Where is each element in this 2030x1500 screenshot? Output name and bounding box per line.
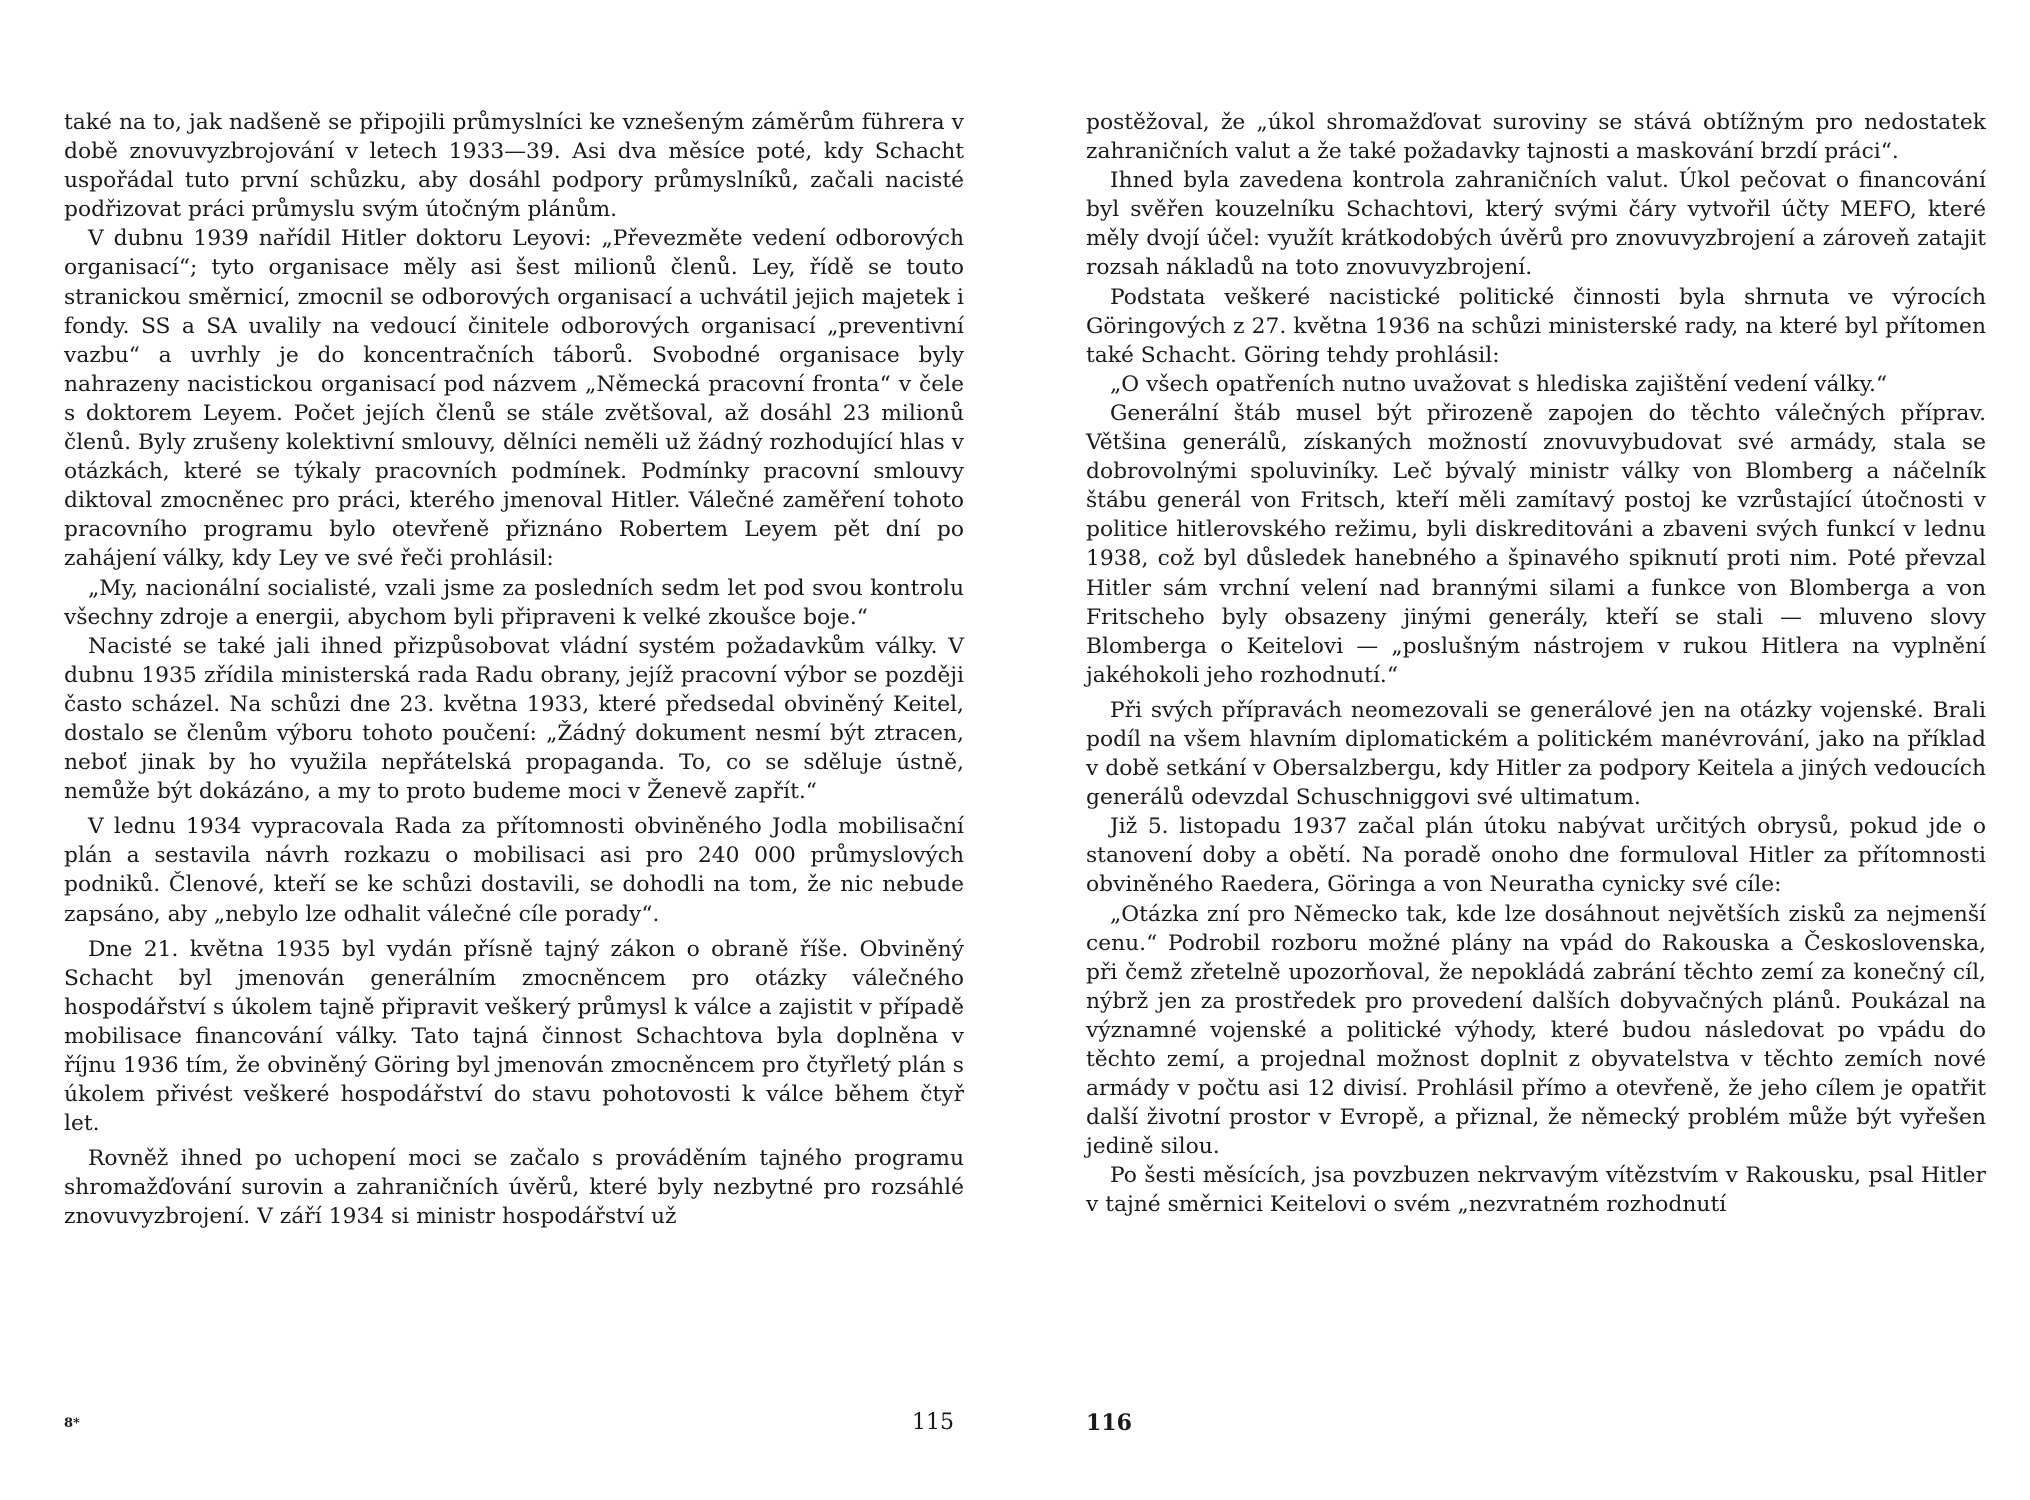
paragraph: Rovněž ihned po uchopení moci se začalo s prováděním tajného programu shromažďování surovin a zahraničních úvěrů, které byly nezbytné pro rozsáhlé znovuvyzbrojení. V září 1934 si ministr hospodářství už: [64, 1146, 964, 1230]
paragraph: Generální štáb musel být přirozeně zapojen do těchto válečných příprav. Většina generálů, získaných možností znovuvybudovat své armády, stala se dobrovolnými spoluviníky. Leč bývalý ministr války von Blomberg a náčelník štábu generál von Fritsch, kteří měli zamítavý postoj ke vzrůstající útočnosti v politice hitlerovského režimu, byli diskreditováni a zbaveni svých funkcí v lednu 1938, což byl důsledek hanebného a špinavého spiknutí proti nim. Poté převzal Hitler sám vrchní velení nad brannými silami a funkce von Blomberga a von Fritscheho byly obsazeny jinými generály, kteří se stali — mluveno slovy Blomberga o Keitelovi — „poslušným nástrojem v rukou Hitlera na vyplnění jakéhokoli jeho rozhodnutí.“: [1086, 400, 1986, 688]
paragraph: také na to, jak nadšeně se připojili průmyslníci ke vznešeným záměrům führera v době znovuvyzbrojování v letech 1933—39. Asi dva měsíce poté, kdy Schacht uspořádal tuto první schůzku, aby dosáhl podpory průmyslníků, začali nacisté podřizovat práci průmyslu svým útočným plánům.: [64, 110, 964, 223]
page-number: 115: [912, 1410, 954, 1435]
paragraph: postěžoval, že „úkol shromažďovat suroviny se stává obtížným pro nedostatek zahraničních valut a že také požadavky tajnosti a maskování brzdí práci“.: [1086, 110, 1986, 165]
paragraph: Dne 21. května 1935 byl vydán přísně tajný zákon o obraně říše. Obviněný Schacht byl jmenován generálním zmocněncem pro otázky válečného hospodářství s úkolem tajně připravit veškerý průmysl k válce a zajistit v případě mobilisace financování války. Tato tajná činnost Schachtova byla doplněna v říjnu 1936 tím, že obviněný Göring byl jmenován zmocněncem pro čtyřletý plán s úkolem přivést veškeré hospodářství do stavu pohotovosti k válce během čtyř let.: [64, 936, 964, 1137]
paragraph: Při svých přípravách neomezovali se generálové jen na otázky vojenské. Brali podíl na všem hlavním diplomatickém a politickém manévrování, jako na příklad v době setkání v Obersalzbergu, kdy Hitler za podpory Keitela a jiných vedoucích generálů odevzdal Schuschniggovi své ultimatum.: [1086, 697, 1986, 811]
quote-paragraph: „O všech opatřeních nutno uvažovat s hlediska zajištění vedení války.“: [1110, 371, 1888, 397]
page-number: 116: [1086, 1410, 1132, 1436]
left-page-footer: [64, 1410, 964, 1440]
quote-paragraph: „Otázka zní pro Německo tak, kde lze dosáhnout největších zisků za nejmenší cenu.“ Podrobil rozboru možné plány na vpád do Rakouska a Československa, při čemž zřetelně upozorňoval, že nepokládá zabrání těchto zemí za konečný cíl, nýbrž jen za prostředek pro provedení dalších dobyvačných plánů. Poukázal na významné vojenské a politické výhody, které budou následovat po vpádu do těchto zemí, a projednal možnost doplnit z obyvatelstva v těchto zemích nové armády v počtu asi 12 divisí. Prohlásil přímo a otevřeně, že jeho cílem je opatřit další životní prostor v Evropě, a přiznal, že německý problém může být vyřešen jedině silou.: [1086, 901, 1986, 1160]
left-page-text: [64, 108, 964, 1232]
signature-mark: 8*: [64, 1416, 80, 1431]
paragraph: Již 5. listopadu 1937 začal plán útoku nabývat určitých obrysů, pokud jde o stanovení doby a obětí. Na poradě onoho dne formuloval Hitler za přítomnosti obviněného Raedera, Göringa a von Neuratha cynicky své cíle:: [1086, 814, 1986, 898]
right-page-footer: [1086, 1410, 1986, 1440]
paragraph: V lednu 1934 vypracovala Rada za přítomnosti obviněného Jodla mobilisační plán a sestavila návrh rozkazu o mobilisaci asi pro 240 000 průmyslových podniků. Členové, kteří se ke schůzi dostavili, se dohodli na tom, že nic nebude zapsáno, aby „nebylo lze odhalit válečné cíle porady“.: [64, 814, 964, 927]
paragraph: V dubnu 1939 nařídil Hitler doktoru Leyovi: „Převezměte vedení odborových organisací“; tyto organisace měly asi šest milionů členů. Ley, řídě se touto stranickou směrnicí, zmocnil se odborových organisací a uchvátil jejich majetek i fondy. SS a SA uvalily na vedoucí činitele odborových organisací „preventivní vazbu“ a uvrhly je do koncentračních táborů. Svobodné organisace byly nahrazeny nacistickou organisací pod názvem „Německá pracovní fronta“ v čele s doktorem Leyem. Počet jejích členů se stále zvětšoval, až dosáhl 23 milionů členů. Byly zrušeny kolektivní smlouvy, dělníci neměli už žádný rozhodující hlas v otázkách, které se týkaly pracovních podmínek. Podmínky pracovní smlouvy diktoval zmocněnec pro práci, kterého jmenoval Hitler. Válečné zaměření tohoto pracovního programu bylo otevřeně přiznáno Robertem Leyem pět dní po zahájení války, kdy Ley ve své řeči prohlásil:: [64, 226, 964, 572]
right-page: [1086, 108, 1986, 1220]
left-page: [64, 108, 964, 1232]
paragraph: Podstata veškeré nacistické politické činnosti byla shrnuta ve výrocích Göringových z 27. května 1936 na schůzi ministerské rady, na které byl přítomen také Schacht. Göring tehdy prohlásil:: [1086, 284, 1986, 368]
quote-paragraph: „My, nacionální socialisté, vzali jsme za posledních sedm let pod svou kontrolu všechny zdroje a energii, abychom byli připraveni k velké zkoušce boje.“: [64, 575, 964, 630]
paragraph: Ihned byla zavedena kontrola zahraničních valut. Úkol pečovat o financování byl svěřen kouzelníku Schachtovi, který svými čáry vytvořil účty MEFO, které měly dvojí účel: využít krátkodobých úvěrů pro znovuvyzbrojení a zároveň zatajit rozsah nákladů na toto znovuvyzbrojení.: [1086, 168, 1986, 281]
paragraph: Nacisté se také jali ihned přizpůsobovat vládní systém požadavkům války. V dubnu 1935 zřídila ministerská rada Radu obrany, jejíž pracovní výbor se později často scházel. Na schůzi dne 23. května 1933, které předsedal obviněný Keitel, dostalo se členům výboru tohoto poučení: „Žádný dokument nesmí být ztracen, neboť jinak by ho využila nepřátelská propaganda. To, co se sděluje ústně, nemůže být dokázáno, a my to proto budeme moci v Ženevě zapřít.“: [64, 633, 964, 805]
paragraph: Po šesti měsících, jsa povzbuzen nekrvavým vítězstvím v Rakousku, psal Hitler v tajné směrnici Keitelovi o svém „nezvratném rozhodnutí: [1086, 1163, 1986, 1218]
right-page-text: [1086, 108, 1986, 1220]
